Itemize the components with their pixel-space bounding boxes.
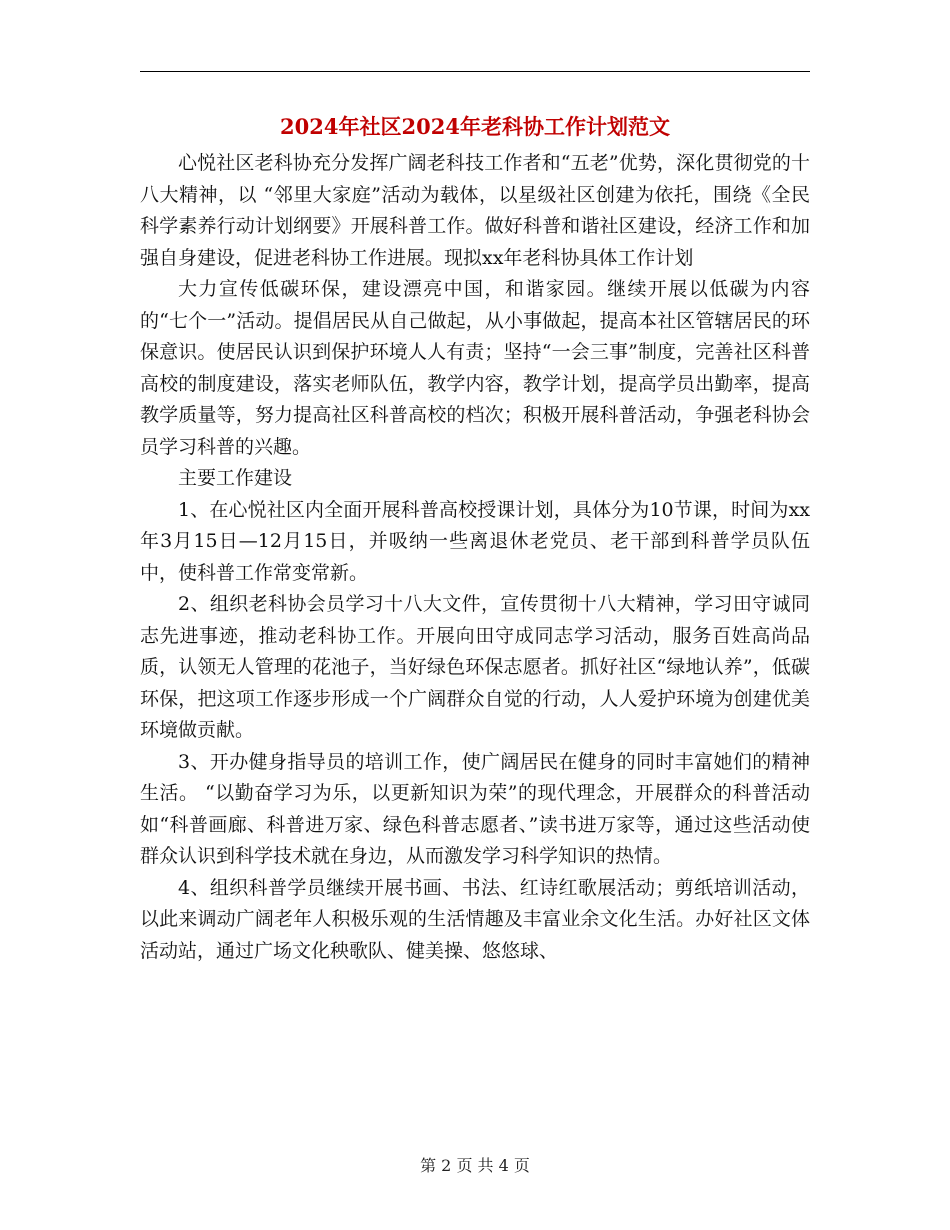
document-title: 2024年社区2024年老科协工作计划范文	[280, 114, 670, 139]
list-item-2: 2、组织老科协会员学习十八大文件，宣传贯彻十八大精神，学习田守诚同志先进事迹，推动老科协工作。开展向田守成同志学习活动，服务百姓高尚品质，认领无人管理的花池子，当好绿色环保志愿者。抓好社区“绿地认养”，低碳环保，把这项工作逐步形成一个广阔群众自觉的行动，人人爱护环境为创建优美环境做贡献。	[140, 593, 810, 741]
document-body	[140, 148, 810, 967]
paragraph-low-carbon: 大力宣传低碳环保，建设漂亮中国，和谐家园。继续开展以低碳为内容的“七个一”活动。提倡居民从自己做起，从小事做起，提高本社区管辖居民的环保意识。使居民认识到保护环境人人有责；坚持“一会三事”制度，完善社区科普高校的制度建设，落实老师队伍，教学内容，教学计划，提高学员出勤率，提高教学质量等，努力提高社区科普高校的档次；积极开展科普活动，争强老科协会员学习科普的兴趣。	[140, 278, 810, 458]
header-rule	[140, 71, 810, 72]
page-number-footer: 第 2 页 共 4 页	[420, 1156, 530, 1175]
list-item-4: 4、组织科普学员继续开展书画、书法、红诗红歌展活动；剪纸培训活动，以此来调动广阔老年人积极乐观的生活情趣及丰富业余文化生活。办好社区文体活动站，通过广场文化秧歌队、健美操、悠悠球、	[140, 876, 810, 962]
paragraph-intro: 心悦社区老科协充分发挥广阔老科技工作者和“五老”优势，深化贯彻党的十八大精神，以 “邻里大家庭”活动为载体，以星级社区创建为依托，围绕《全民科学素养行动计划纲要》开展科普工作。做好科普和谐社区建设，经济工作和加强自身建设，促进老科协工作进展。现拟xx年老科协具体工作计划	[140, 152, 810, 269]
section-heading: 主要工作建设	[178, 467, 293, 489]
list-item-1: 1、在心悦社区内全面开展科普高校授课计划，具体分为10节课，时间为xx年3月15日—12月15日，并吸纳一些离退休老党员、老干部到科普学员队伍中，使科普工作常变常新。	[140, 498, 810, 584]
list-item-3: 3、开办健身指导员的培训工作，使广阔居民在健身的同时丰富她们的精神生活。 “以勤奋学习为乐，以更新知识为荣”的现代理念，开展群众的科普活动如“科普画廊、科普进万家、绿色科普志愿者、”读书进万家等，通过这些活动使群众认识到科学技术就在身边，从而激发学习科学知识的热情。	[140, 750, 810, 867]
